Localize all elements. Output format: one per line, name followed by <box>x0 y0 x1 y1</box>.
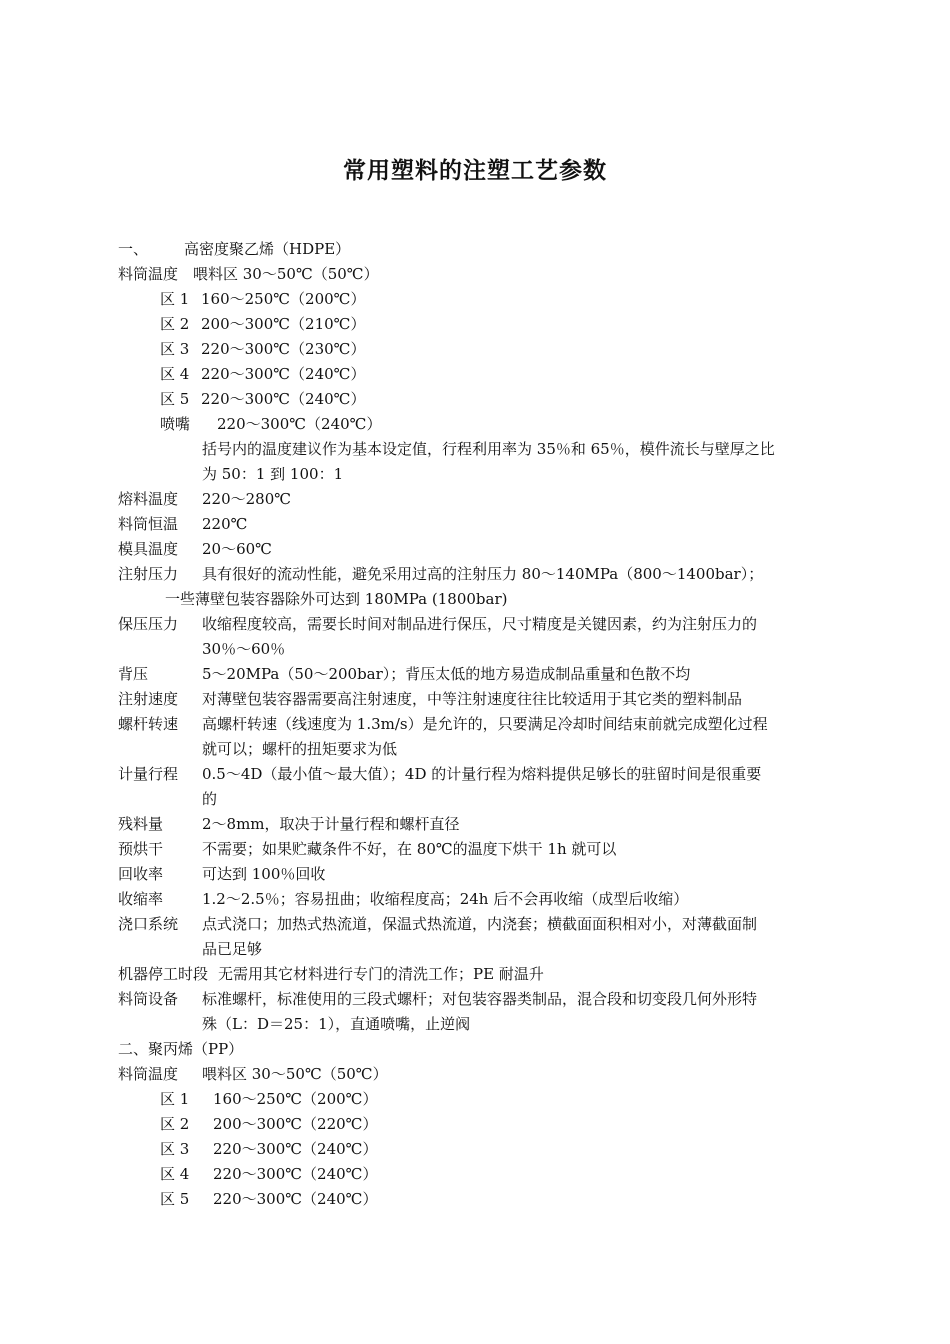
line-label: 熔料温度 <box>118 490 179 508</box>
line-text: 220～300℃（240℃） <box>201 365 366 383</box>
line-text: 200～300℃（220℃） <box>213 1115 378 1133</box>
text-line <box>0 937 950 962</box>
text-line <box>0 487 950 512</box>
line-label: 区 4 <box>160 1165 190 1183</box>
line-text: 160～250℃（200℃） <box>213 1090 378 1108</box>
line-text: 的 <box>202 790 218 808</box>
line-label: 模具温度 <box>118 540 179 558</box>
line-label: 区 3 <box>160 1140 190 1158</box>
line-text: 喂料区 30～50℃（50℃） <box>202 1065 388 1083</box>
line-label: 背压 <box>118 665 149 683</box>
line-label: 回收率 <box>118 865 164 883</box>
line-label: 区 4 <box>160 365 190 383</box>
line-text: 160～250℃（200℃） <box>201 290 366 308</box>
line-label: 预烘干 <box>118 840 164 858</box>
text-line <box>0 262 950 287</box>
line-text: 括号内的温度建议作为基本设定值，行程利用率为 35％和 65％，模件流长与壁厚之比 <box>202 440 775 458</box>
text-line <box>0 437 950 462</box>
text-line <box>0 537 950 562</box>
text-line <box>0 962 950 987</box>
line-label: 收缩率 <box>118 890 164 908</box>
line-label: 料筒温度 <box>118 265 179 283</box>
line-text: 220～300℃（230℃） <box>201 340 366 358</box>
line-label: 料筒设备 <box>118 990 179 1008</box>
text-line <box>0 887 950 912</box>
line-label: 料筒恒温 <box>118 515 179 533</box>
text-line <box>0 1037 950 1062</box>
text-line <box>0 237 950 262</box>
line-text: 对薄壁包装容器需要高注射速度，中等注射速度往往比较适用于其它类的塑料制品 <box>202 690 743 708</box>
text-line <box>0 562 950 587</box>
text-line <box>0 1087 950 1112</box>
text-line <box>0 712 950 737</box>
line-label: 区 5 <box>160 1190 190 1208</box>
line-text: 220℃ <box>202 515 248 533</box>
line-text: 可达到 100％回收 <box>202 865 326 883</box>
text-line <box>0 587 950 612</box>
line-label: 区 3 <box>160 340 190 358</box>
line-text: 220～300℃（240℃） <box>213 1140 378 1158</box>
text-line <box>0 1062 950 1087</box>
line-text: 品已足够 <box>202 940 263 958</box>
text-line <box>0 287 950 312</box>
line-text: 5～20MPa（50～200bar）；背压太低的地方易造成制品重量和色散不均 <box>202 665 691 683</box>
line-label: 机器停工时段 <box>118 965 209 983</box>
text-line <box>0 862 950 887</box>
text-line <box>0 362 950 387</box>
text-line <box>0 1162 950 1187</box>
text-line <box>0 987 950 1012</box>
line-label: 注射速度 <box>118 690 179 708</box>
text-line <box>0 787 950 812</box>
line-text: 220～300℃（240℃） <box>217 415 382 433</box>
text-line <box>0 637 950 662</box>
line-label: 区 2 <box>160 315 190 333</box>
line-label: 螺杆转速 <box>118 715 179 733</box>
line-text: 为 50：1 到 100：1 <box>202 465 344 483</box>
line-text: 收缩程度较高，需要长时间对制品进行保压，尺寸精度是关键因素，约为注射压力的 <box>202 615 758 633</box>
line-text: 就可以；螺杆的扭矩要求为低 <box>202 740 398 758</box>
text-line <box>0 612 950 637</box>
line-text: 0.5～4D（最小值～最大值）；4D 的计量行程为熔料提供足够长的驻留时间是很重要 <box>202 765 762 783</box>
text-line <box>0 837 950 862</box>
line-text: 220～300℃（240℃） <box>201 390 366 408</box>
line-text: 殊（L：D＝25：1），直通喷嘴，止逆阀 <box>202 1015 471 1033</box>
text-line <box>0 462 950 487</box>
line-text: 2～8mm，取决于计量行程和螺杆直径 <box>202 815 460 833</box>
line-label: 计量行程 <box>118 765 179 783</box>
document-title: 常用塑料的注塑工艺参数 <box>343 158 607 184</box>
line-text: 220～300℃（240℃） <box>213 1190 378 1208</box>
line-label: 喷嘴 <box>160 415 191 433</box>
line-label: 注射压力 <box>118 565 179 583</box>
text-line <box>0 1012 950 1037</box>
line-label: 一、 <box>118 240 149 258</box>
line-label: 保压压力 <box>118 615 179 633</box>
text-line <box>0 737 950 762</box>
text-line <box>0 912 950 937</box>
line-text: 无需用其它材料进行专门的清洗工作；PE 耐温升 <box>218 965 544 983</box>
line-label: 料筒温度 <box>118 1065 179 1083</box>
line-label: 区 5 <box>160 390 190 408</box>
line-label: 残料量 <box>118 815 164 833</box>
text-line <box>0 662 950 687</box>
line-text: 220～280℃ <box>202 490 292 508</box>
text-line <box>0 412 950 437</box>
line-text: 高螺杆转速（线速度为 1.3m/s）是允许的，只要满足冷却时间结束前就完成塑化过程 <box>202 715 768 733</box>
text-line <box>0 387 950 412</box>
line-text: 喂料区 30～50℃（50℃） <box>193 265 379 283</box>
line-text: 200～300℃（210℃） <box>201 315 366 333</box>
text-line <box>0 687 950 712</box>
line-label: 区 1 <box>160 290 190 308</box>
section-heading: 二、聚丙烯（PP） <box>118 1040 244 1058</box>
text-line <box>0 1137 950 1162</box>
line-text: 具有很好的流动性能，避免采用过高的注射压力 80～140MPa（800～1400bar）； <box>202 565 764 583</box>
line-text: 标准螺杆，标准使用的三段式螺杆；对包装容器类制品，混合段和切变段几何外形特 <box>202 990 758 1008</box>
line-label: 区 1 <box>160 1090 190 1108</box>
text-line <box>0 1112 950 1137</box>
line-text: 20～60℃ <box>202 540 272 558</box>
line-label: 浇口系统 <box>118 915 179 933</box>
text-line <box>0 512 950 537</box>
line-text: 不需要；如果贮藏条件不好，在 80℃的温度下烘干 1h 就可以 <box>202 840 617 858</box>
text-line <box>0 337 950 362</box>
line-text: 高密度聚乙烯（HDPE） <box>184 240 351 258</box>
line-label: 区 2 <box>160 1115 190 1133</box>
line-text: 一些薄壁包装容器除外可达到 180MPa (1800bar) <box>165 590 508 608</box>
text-line <box>0 1187 950 1212</box>
line-text: 点式浇口；加热式热流道，保温式热流道，内浇套；横截面面积相对小，对薄截面制 <box>202 915 758 933</box>
line-text: 30％～60％ <box>202 640 286 658</box>
line-text: 220～300℃（240℃） <box>213 1165 378 1183</box>
text-line <box>0 312 950 337</box>
text-line <box>0 812 950 837</box>
line-text: 1.2～2.5％；容易扭曲；收缩程度高；24h 后不会再收缩（成型后收缩） <box>202 890 689 908</box>
text-line <box>0 762 950 787</box>
